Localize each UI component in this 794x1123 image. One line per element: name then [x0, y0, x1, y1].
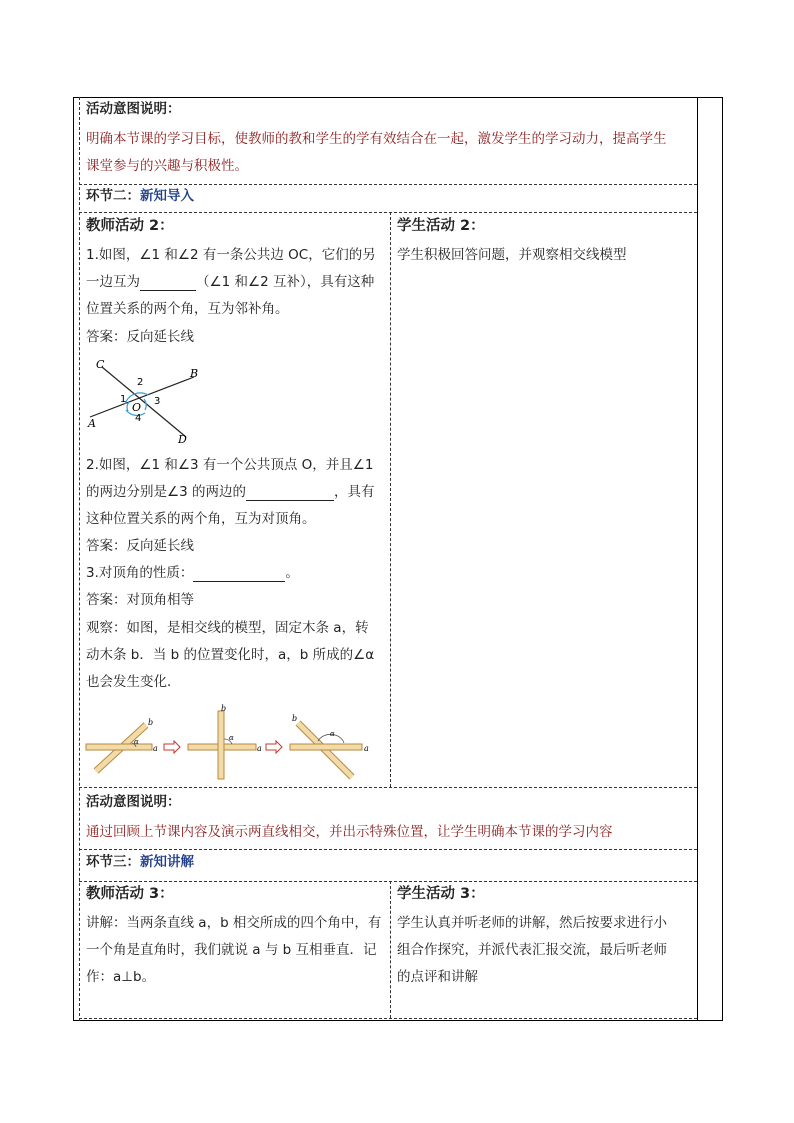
stage-prefix: 环节二： [86, 188, 140, 204]
question-line: 1.如图，∠1 和∠2 有一条公共边 OC，它们的另 [86, 247, 376, 263]
svg-text:b: b [221, 704, 227, 713]
observation-line: 观察：如图，是相交线的模型，固定木条 a，转 [86, 620, 369, 636]
question-line [86, 483, 374, 501]
angle-arc-1 [127, 402, 129, 411]
stick-model-figure [84, 703, 374, 783]
table-border-bottom [73, 1020, 723, 1021]
teacher-activity-title: 教师活动 3： [86, 886, 174, 902]
question-line: 2.如图，∠1 和∠3 有一个公共顶点 O，并且∠1 [86, 457, 374, 473]
row-divider [79, 787, 697, 788]
answer-line: 答案：对顶角相等 [86, 592, 194, 608]
label-4: 4 [135, 413, 142, 424]
answer-blank [140, 276, 196, 291]
intent-text-line: 课堂参与的兴趣与积极性。 [86, 158, 248, 174]
teacher-activity-title: 教师活动 2： [86, 218, 174, 234]
label-a: A [88, 417, 96, 430]
student-activity-text: 的点评和讲解 [397, 969, 478, 985]
arrow-icon-1 [164, 741, 180, 753]
svg-text:a: a [364, 744, 369, 753]
label-b: B [190, 367, 199, 380]
stage-heading [86, 853, 194, 871]
stage-name: 新知导入 [140, 188, 194, 204]
angle-arc-3 [144, 399, 146, 410]
student-activity-title: 学生活动 3： [397, 886, 485, 902]
label-2: 2 [137, 377, 144, 388]
row-divider [79, 212, 697, 213]
table-inner-right-border [697, 97, 698, 1021]
table-border-left [73, 97, 74, 1021]
stage-prefix: 环节三： [86, 854, 140, 870]
label-1: 1 [120, 394, 127, 405]
stick-panel-1 [86, 718, 158, 771]
label-d: D [178, 433, 187, 446]
question-text: 一边互为 [86, 274, 140, 290]
svg-text:b: b [148, 718, 154, 727]
table-border-top [73, 97, 723, 98]
lecture-line: 讲解：当两条直线 a，b 相交所成的四个角中，有 [86, 915, 382, 931]
stage-name: 新知讲解 [140, 854, 194, 870]
svg-text:a: a [257, 744, 262, 753]
stick-panel-3 [290, 714, 369, 777]
question-text: （∠1 和∠2 互补），具有这种 [196, 274, 375, 290]
line-cd [102, 367, 186, 437]
row-divider [79, 1018, 697, 1019]
student-activity-text: 组合作探究，并派代表汇报交流，最后听老师 [397, 942, 667, 958]
intent-text-line: 通过回顾上节课内容及演示两直线相交，并出示特殊位置，让学生明确本节课的学习内容 [86, 824, 613, 840]
label-3: 3 [154, 396, 161, 407]
label-o: O [132, 401, 142, 414]
table-border-right [722, 97, 723, 1021]
answer-line: 答案：反向延长线 [86, 538, 194, 554]
answer-line: 答案：反向延长线 [86, 329, 194, 345]
student-activity-title: 学生活动 2： [397, 218, 485, 234]
question-text: 3.对顶角的性质： [86, 565, 194, 581]
svg-text:α: α [134, 738, 139, 746]
student-activity-text: 学生认真并听老师的讲解，然后按要求进行小 [397, 915, 667, 931]
question-text: 。 [285, 565, 299, 581]
lecture-line: 作：a⊥b。 [86, 969, 156, 985]
stage-heading [86, 187, 194, 205]
column-divider [390, 212, 391, 787]
svg-text:b: b [292, 714, 298, 723]
question-text: ，具有 [333, 484, 375, 500]
observation-line: 也会发生变化． [86, 674, 181, 690]
row-divider [79, 849, 697, 850]
student-activity-text: 学生积极回答问题，并观察相交线模型 [397, 247, 627, 263]
svg-text:a: a [153, 744, 158, 753]
arrow-icon-2 [266, 741, 282, 753]
intent-heading: 活动意图说明： [86, 101, 181, 117]
label-c: C [96, 358, 105, 371]
question-line [86, 273, 374, 291]
question-line: 这种位置关系的两个角，互为对顶角。 [86, 511, 316, 527]
column-divider [390, 881, 391, 1018]
intent-heading: 活动意图说明： [86, 794, 181, 810]
answer-blank [246, 486, 334, 501]
lecture-line: 一个角是直角时，我们就说 a 与 b 互相垂直．记 [86, 942, 377, 958]
question-text: 的两边分别是∠3 的两边的 [86, 484, 246, 500]
question-line: 位置关系的两个角，互为邻补角。 [86, 301, 289, 317]
intent-text-line: 明确本节课的学习目标，使教师的教和学生的学有效结合在一起，激发学生的学习动力，提高学生 [86, 131, 667, 147]
row-divider [79, 881, 697, 882]
answer-blank [193, 567, 285, 582]
question-line [86, 564, 299, 582]
dashed-border-left [79, 97, 80, 1021]
row-divider [79, 184, 697, 185]
svg-text:α: α [330, 730, 335, 738]
svg-text:α: α [229, 734, 234, 742]
observation-line: 动木条 b．当 b 的位置变化时，a，b 所成的∠α [86, 647, 375, 663]
stick-panel-2 [188, 704, 262, 779]
intersecting-lines-figure [84, 355, 209, 447]
